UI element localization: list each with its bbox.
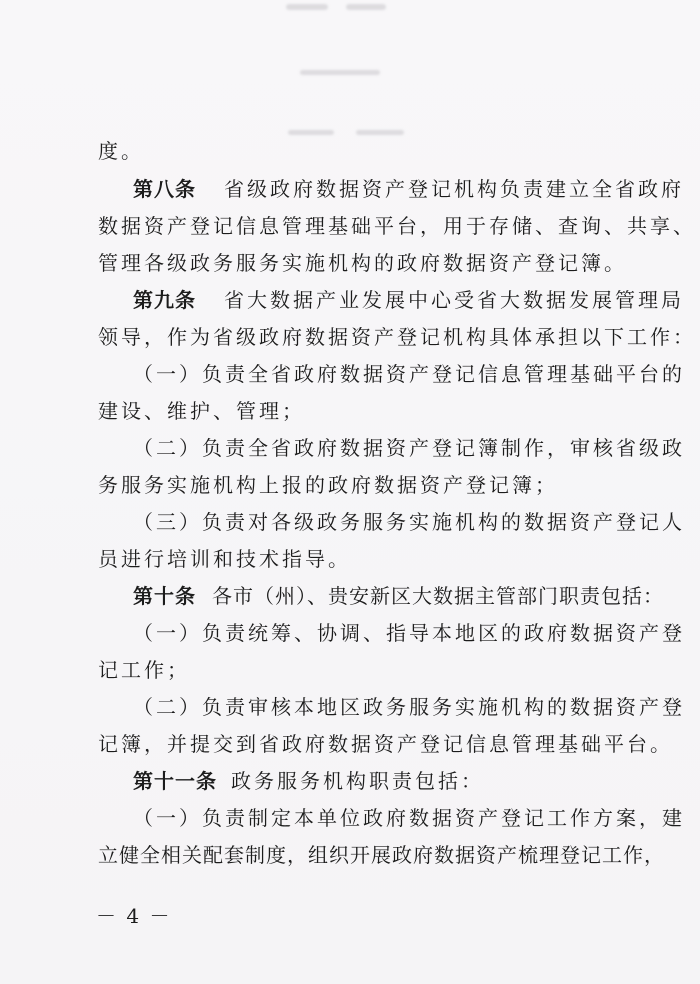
bleed-through-mark — [286, 4, 328, 10]
text-line — [98, 473, 558, 497]
line-text: 务服务实施机构上报的政府数据资产登记簿； — [98, 473, 558, 497]
line-text: （二）负责审核本地区政务服务实施机构的数据资产登 — [133, 695, 685, 719]
text-line — [133, 510, 685, 534]
line-text: 立健全相关配套制度，组织开展政府数据资产梳理登记工作， — [98, 843, 665, 867]
text-line — [98, 843, 665, 867]
line-text: （一）负责制定本单位政府数据资产登记工作方案，建 — [133, 806, 685, 830]
article-heading: 第十一条 — [133, 769, 217, 793]
line-text: 建设、维护、管理； — [98, 399, 305, 423]
text-line — [133, 436, 685, 460]
article-heading: 第八条 — [133, 177, 196, 201]
text-line — [98, 325, 696, 349]
line-text: 度。 — [98, 139, 144, 163]
line-text: （一）负责全省政府数据资产登记信息管理基础平台的 — [133, 362, 685, 386]
line-text: 记簿，并提交到省政府数据资产登记信息管理基础平台。 — [98, 732, 673, 756]
text-line — [133, 806, 685, 830]
line-text: （一）负责统筹、协调、指导本地区的政府数据资产登 — [133, 621, 685, 645]
bleed-through-mark — [356, 130, 404, 135]
text-line — [98, 139, 144, 163]
line-text: 数据资产登记信息管理基础平台，用于存储、查询、共享、 — [98, 214, 696, 238]
article-11-heading-line — [133, 769, 484, 793]
article-9-heading-line — [133, 288, 684, 312]
text-line — [133, 621, 685, 645]
text-line — [98, 399, 305, 423]
article-8-heading-line — [133, 177, 684, 201]
page-number: － 4 － — [96, 904, 172, 928]
line-text: 省大数据产业发展中心受省大数据发展管理局 — [224, 288, 684, 312]
line-text: 政务服务机构职责包括： — [231, 769, 484, 793]
bleed-through-mark — [300, 70, 380, 75]
text-line — [133, 362, 685, 386]
text-line — [98, 732, 673, 756]
line-text: （二）负责全省政府数据资产登记簿制作，审核省级政 — [133, 436, 685, 460]
line-text: 记工作； — [98, 658, 190, 682]
bleed-through-mark — [346, 4, 386, 10]
line-text: 管理各级政务服务实施机构的政府数据资产登记簿。 — [98, 251, 627, 275]
bleed-through-mark — [288, 130, 334, 135]
article-10-heading-line — [133, 584, 664, 608]
line-text: 员进行培训和技术指导。 — [98, 547, 351, 571]
line-text: 省级政府数据资产登记机构负责建立全省政府 — [224, 177, 684, 201]
text-line — [98, 251, 627, 275]
text-line — [133, 695, 685, 719]
article-heading: 第九条 — [133, 288, 196, 312]
line-text: 各市（州）、贵安新区大数据主管部门职责包括： — [212, 584, 664, 608]
article-heading: 第十条 — [133, 584, 196, 608]
text-line — [98, 658, 190, 682]
line-text: （三）负责对各级政务服务实施机构的数据资产登记人 — [133, 510, 685, 534]
line-text: 领导，作为省级政府数据资产登记机构具体承担以下工作： — [98, 325, 696, 349]
text-line — [98, 547, 351, 571]
text-line — [98, 214, 696, 238]
